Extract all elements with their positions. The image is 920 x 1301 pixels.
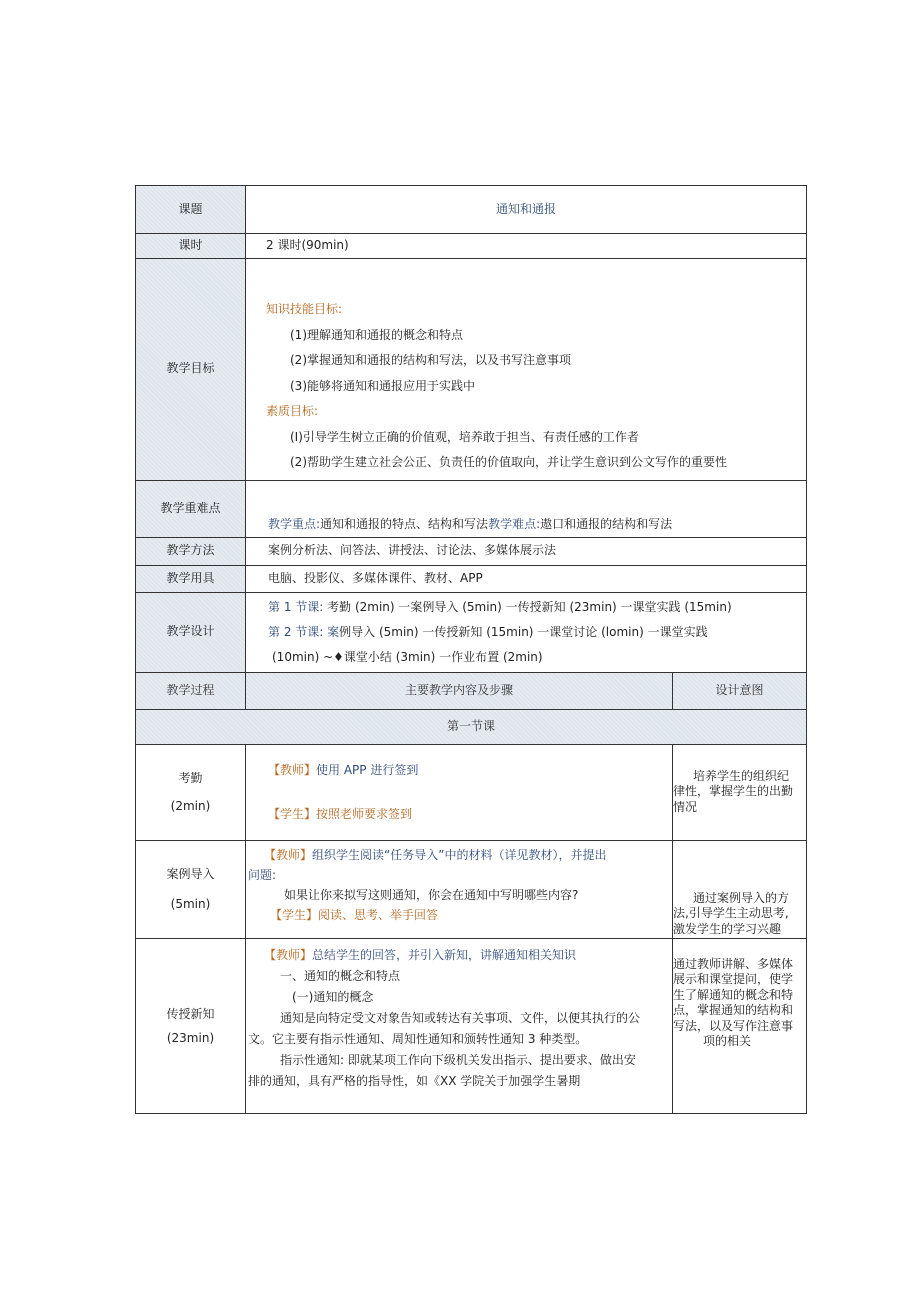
quality-goal-2: (2)帮助学生建立社会公正、负责任的价值取向，并让学生意识到公文写作的重要性 <box>290 455 728 469</box>
teach-step <box>136 938 246 1113</box>
design-line3: (10min) ~♦课堂小结 (3min) 一作业布置 (2min) <box>272 649 543 664</box>
hours-row <box>136 234 807 259</box>
focus-label: 教学重点: <box>268 516 321 531</box>
case-teacher-tag: 【教师】 <box>264 847 313 862</box>
section-row <box>136 709 807 744</box>
goals-label: 教学目标 <box>136 259 246 481</box>
case-row <box>136 840 807 938</box>
case-content <box>246 840 673 938</box>
methods-label: 教学方法 <box>136 537 246 565</box>
case-student-text: 阅读、思考、举手回答 <box>318 907 439 922</box>
design-line2-mark: 案 <box>327 624 340 639</box>
attendance-student-text: 按照老师要求签到 <box>316 807 413 821</box>
focus-text: 通知和通报的特点、结构和写法 <box>320 516 489 531</box>
design-content <box>246 592 807 672</box>
hours-label: 课时 <box>136 234 246 259</box>
case-teacher-text: 组织学生阅读“任务导入”中的材料（详见教材），并提出 <box>312 847 607 862</box>
knowledge-goal-2: (2)掌握通知和通报的结构和写法，以及书写注意事项 <box>290 353 572 367</box>
difficulty-text: 遨口和通报的结构和写法 <box>540 516 673 531</box>
design-line1-text: 考勤 (2min) 一案例导入 (5min) 一传授新知 (23min) 一课堂实践 (15min) <box>327 599 732 614</box>
process-header-col3: 设计意图 <box>673 672 807 709</box>
process-header-col2: 主要教学内容及步骤 <box>246 672 673 709</box>
tools-value: 电脑、投影仪、多媒体课件、教材、APP <box>246 565 807 592</box>
attendance-teacher-text: 使用 APP 进行签到 <box>316 763 419 777</box>
goals-row <box>136 259 807 481</box>
tools-row <box>136 565 807 592</box>
goals-content <box>246 259 807 481</box>
attendance-content <box>246 744 673 840</box>
quality-goal-1: (I)引导学生树立正确的价值观，培养敢于担当、有责任感的工作者 <box>290 429 639 444</box>
case-step <box>136 840 246 938</box>
case-student-tag: 【学生】 <box>270 907 319 922</box>
case-name: 案例导入 <box>166 867 215 881</box>
attendance-student-tag: 【学生】 <box>268 807 317 821</box>
teach-para1-b: 文。它主要有指示性通知、周知性通知和颁转性通知 3 种类型。 <box>248 1031 588 1046</box>
lesson-plan-table <box>135 185 807 1114</box>
teach-name: 传授新知 <box>166 1006 215 1021</box>
case-intent: 通过案例导入的方 法,引导学生主动思考, 激发学生的学习兴趣 <box>673 840 807 938</box>
attendance-name: 考勤 <box>178 771 203 785</box>
hours-value: 2 课时(90min) <box>246 234 807 259</box>
knowledge-goals-title: 知识技能目标: <box>266 302 343 316</box>
knowledge-goal-3: (3)能够将通知和通报应用于实践中 <box>290 378 475 393</box>
attendance-step <box>136 744 246 840</box>
section-title: 第一节课 <box>136 709 807 744</box>
quality-goals-title: 素质目标: <box>266 404 319 418</box>
teach-time: (23min) <box>166 1030 215 1045</box>
teach-row <box>136 938 807 1113</box>
process-header-col1: 教学过程 <box>136 672 246 709</box>
attendance-time: (2min) <box>170 799 211 813</box>
keypoints-row <box>136 480 807 537</box>
attendance-teacher-tag: 【教师】 <box>268 763 317 777</box>
teach-intent: 通过教师讲解、多媒体 展示和课堂提问，使学 生了解通知的概念和特 点，掌握通知的结构和 写法，以及写作注意事 项的相关 <box>673 938 807 1113</box>
tools-label: 教学用具 <box>136 565 246 592</box>
case-time: (5min) <box>170 897 211 911</box>
teach-teacher-text: 总结学生的回答，并引入新知，讲解通知相关知识 <box>312 947 577 962</box>
case-question: 如果让你来拟写这则通知，你会在通知中写明哪些内容? <box>284 887 579 902</box>
methods-value: 案例分析法、问答法、讲授法、讨论法、多媒体展示法 <box>246 537 807 565</box>
keypoints-label: 教学重难点 <box>136 480 246 537</box>
difficulty-label: 教学难点: <box>488 516 541 531</box>
topic-label: 课题 <box>136 186 246 234</box>
process-header-row <box>136 672 807 709</box>
design-line2-prefix: 第 2 节课: <box>268 624 324 639</box>
case-teacher-cont: 问题: <box>248 867 277 882</box>
design-label: 教学设计 <box>136 592 246 672</box>
attendance-row <box>136 744 807 840</box>
keypoints-content <box>246 480 807 537</box>
design-line1-prefix: 第 1 节课: <box>268 599 324 614</box>
methods-row <box>136 537 807 565</box>
teach-para2-a: 指示性通知: 即就某项工作向下级机关发出指示、提出要求、做出安 <box>280 1052 636 1067</box>
teach-para2-b: 排的通知，具有严格的指导性，如《XX 学院关于加强学生暑期 <box>248 1073 581 1088</box>
teach-content <box>246 938 673 1113</box>
topic-row <box>136 186 807 234</box>
topic-title: 通知和通报 <box>246 186 807 234</box>
teach-heading-2: (一)通知的概念 <box>292 989 374 1004</box>
teach-para1-a: 通知是向特定受文对象告知或转达有关事项、文件，以便其执行的公 <box>280 1010 641 1025</box>
design-line2-text: 例导入 (5min) 一传授新知 (15min) 一课堂讨论 (lomin) 一课堂实践 <box>339 624 708 639</box>
design-row <box>136 592 807 672</box>
teach-teacher-tag: 【教师】 <box>264 947 313 962</box>
knowledge-goal-1: (1)理解通知和通报的概念和特点 <box>290 327 463 342</box>
attendance-intent: 培养学生的组织纪 律性，掌握学生的出勤 情况 <box>673 744 807 840</box>
teach-heading-1: 一、通知的概念和特点 <box>280 968 401 983</box>
